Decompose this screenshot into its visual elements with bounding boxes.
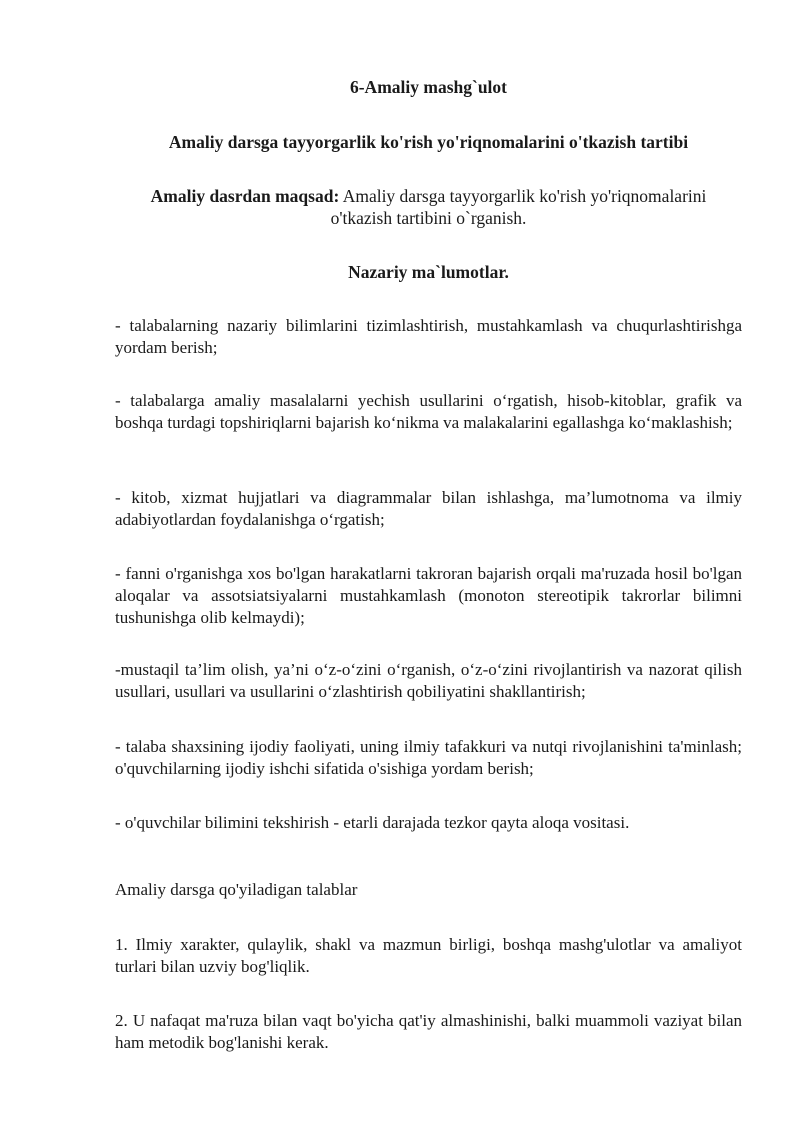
requirements-heading: Amaliy darsga qo'yiladigan talablar (115, 880, 358, 899)
bullet-item-5: -mustaqil ta’lim olish, ya’ni o‘z-o‘zini o‘rganish, o‘z-o‘zini rivojlantirish va nazorat qilish usullari, usullari va usullarini o‘zlashtirish qobiliyatini shakllantirish; (115, 660, 742, 701)
bullet-item-2: - talabalarga amaliy masalalarni yechish usullarini o‘rgatish, hisob-kitoblar, grafik va boshqa turdagi topshiriqlarni bajarish ko‘nikma va malakalarini egallashga ko‘maklashish; (115, 391, 742, 432)
bullet-item-4: - fanni o'rganishga xos bo'lgan harakatlarni takroran bajarish orqali ma'ruzada hosil bo'lgan aloqalar va assotsiatsiyalarni mustahkamlash (monoton stereotipik takrorlar bilimni tushunishga olib kelmaydi); (115, 564, 742, 627)
theory-heading: Nazariy ma`lumotlar. (348, 262, 509, 282)
bullet-item-6: - talaba shaxsining ijodiy faoliyati, uning ilmiy tafakkuri va nutqi rivojlanishini ta'minlash; o'quvchilarning ijodiy ishchi sifatida o'sishiga yordam berish; (115, 737, 742, 778)
bullet-item-7: - o'quvchilar bilimini tekshirish - etarli darajada tezkor qayta aloqa vositasi. (115, 813, 630, 832)
requirement-item-1: 1. Ilmiy xarakter, qulaylik, shakl va mazmun birligi, boshqa mashg'ulotlar va amaliyot turlari bilan uzviy bog'liqlik. (115, 935, 742, 976)
goal-label: Amaliy dasrdan maqsad: (150, 186, 340, 206)
bullet-item-1: - talabalarning nazariy bilimlarini tizimlashtirish, mustahkamlash va chuqurlashtirishga yordam berish; (115, 316, 742, 357)
document-subtitle: Amaliy darsga tayyorgarlik ko'rish yo'riqnomalarini o'tkazish tartibi (168, 132, 689, 152)
goal-text: Amaliy darsga tayyorgarlik ko'rish yo'riqnomalarini o'tkazish tartibini o`rganish. (330, 186, 707, 228)
document-heading: 6-Amaliy mashg`ulot (349, 77, 507, 97)
requirement-item-2: 2. U nafaqat ma'ruza bilan vaqt bo'yicha qat'iy almashinishi, balki muammoli vaziyat bilan ham metodik bog'lanishi kerak. (115, 1011, 742, 1052)
bullet-item-3: - kitob, xizmat hujjatlari va diagrammalar bilan ishlashga, ma’lumotnoma va ilmiy adabiyotlardan foydalanishga o‘rgatish; (115, 488, 742, 529)
goal-paragraph (115, 185, 742, 229)
